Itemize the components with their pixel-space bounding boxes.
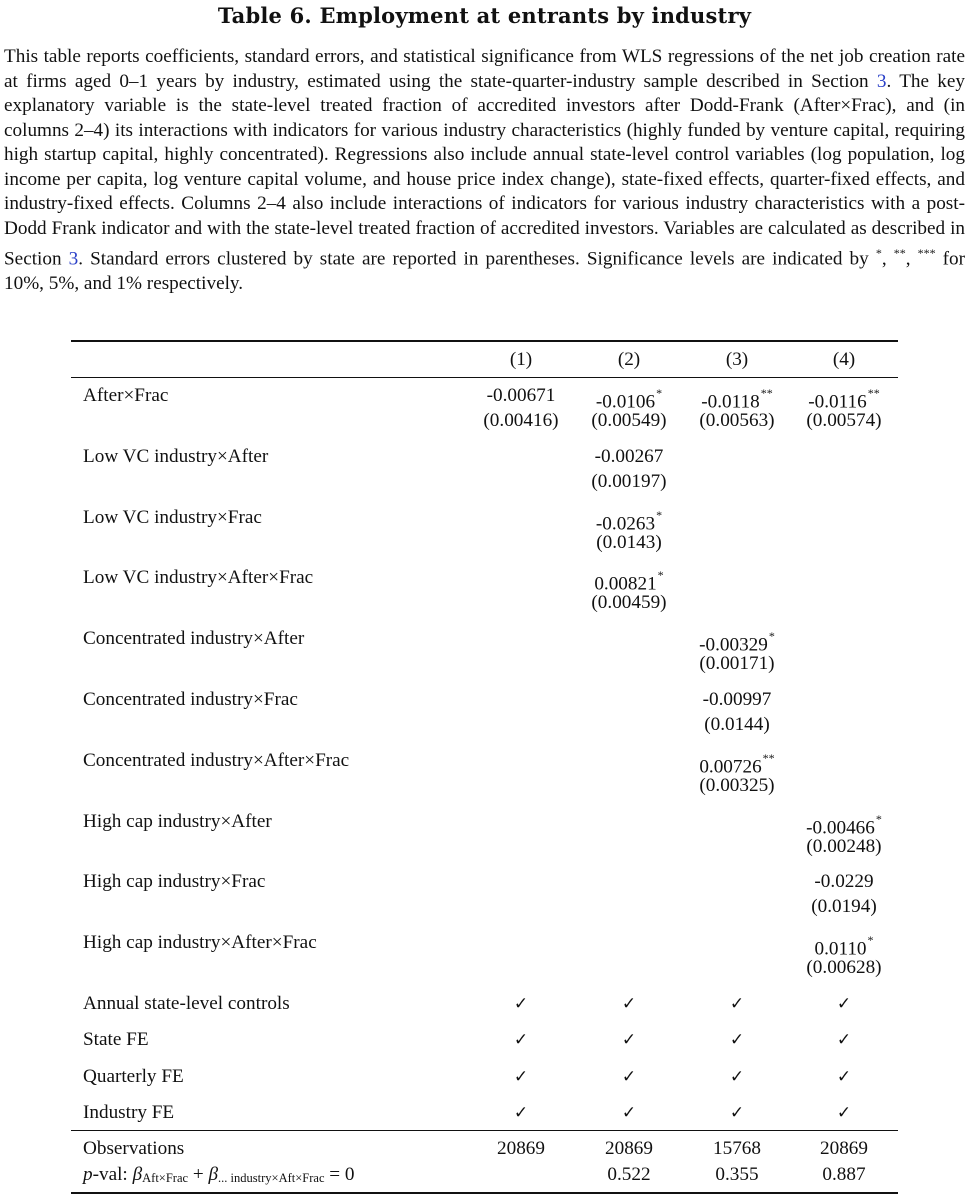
- coef-cell: [789, 931, 899, 960]
- header-rule: [71, 377, 898, 378]
- control-label: Quarterly FE: [83, 1066, 184, 1087]
- checkmark-icon: ✓: [729, 1103, 745, 1123]
- row-label: Low VC industry×After: [83, 446, 269, 467]
- checkmark-icon: ✓: [836, 1103, 852, 1123]
- coef-value: -0.00466: [806, 817, 875, 839]
- coef-cell: [682, 688, 792, 712]
- section-link-1[interactable]: 3: [876, 70, 887, 92]
- significance-stars: **: [867, 386, 880, 400]
- caption-sep-2: ,: [905, 248, 918, 270]
- checkmark-icon: ✓: [513, 994, 529, 1014]
- row-label: High cap industry×After×Frac: [83, 932, 317, 953]
- std-error-cell: (0.00574): [806, 410, 882, 431]
- caption-star-2: **: [893, 246, 906, 260]
- caption-star-3: ***: [917, 246, 936, 260]
- pval-value-3: 0.355: [715, 1164, 759, 1185]
- control-label: State FE: [83, 1029, 149, 1050]
- coef-value: 0.00726: [699, 756, 762, 778]
- row-label: High cap industry×Frac: [83, 871, 266, 892]
- significance-stars: *: [875, 812, 882, 826]
- std-error-cell: (0.00459): [591, 592, 667, 613]
- coef-cell: [789, 870, 899, 894]
- bottom-rule: [71, 1192, 898, 1194]
- std-error-cell: (0.00628): [806, 957, 882, 978]
- row-label: Concentrated industry×After: [83, 628, 305, 649]
- coef-value: 0.00821: [594, 573, 657, 595]
- top-rule: [71, 340, 898, 342]
- checkmark-icon: ✓: [621, 1067, 637, 1087]
- checkmark-icon: ✓: [621, 1103, 637, 1123]
- checkmark-icon: ✓: [836, 1030, 852, 1050]
- significance-stars: **: [762, 751, 775, 765]
- std-error-cell: (0.0194): [811, 896, 877, 917]
- pval-text: -val:: [92, 1164, 133, 1185]
- coef-cell: [574, 506, 684, 535]
- table-caption: [4, 45, 965, 296]
- pval-p: p: [83, 1164, 93, 1185]
- coef-cell: [682, 749, 792, 778]
- std-error-cell: (0.00563): [699, 410, 775, 431]
- observations-label: Observations: [83, 1138, 185, 1159]
- checkmark-icon: ✓: [513, 1067, 529, 1087]
- std-error-cell: (0.00416): [483, 410, 559, 431]
- coef-value: -0.00329: [699, 634, 768, 656]
- std-error-cell: (0.0143): [596, 532, 662, 553]
- observations-value-3: 15768: [713, 1138, 761, 1159]
- checkmark-icon: ✓: [513, 1103, 529, 1123]
- checkmark-icon: ✓: [729, 1067, 745, 1087]
- checkmark-icon: ✓: [621, 1030, 637, 1050]
- footer-rule: [71, 1130, 898, 1131]
- pval-plus: +: [188, 1164, 209, 1185]
- column-header-2: (2): [617, 349, 641, 370]
- coef-value: -0.0106: [595, 391, 656, 413]
- caption-text-1: This table reports coefficients, standard errors, and statistical significance from WLS regressions of the net job creation rate at firms aged 0–1 years by industry, estimated using the state-quarter-industry sample described in Section: [4, 46, 965, 92]
- control-label: Industry FE: [83, 1102, 175, 1123]
- coef-cell: [682, 384, 792, 413]
- checkmark-icon: ✓: [836, 1067, 852, 1087]
- row-label: Low VC industry×After×Frac: [83, 567, 314, 588]
- coef-cell: [466, 384, 576, 408]
- checkmark-icon: ✓: [621, 994, 637, 1014]
- std-error-cell: (0.00248): [806, 836, 882, 857]
- caption-star-1: *: [875, 246, 882, 260]
- pval-sub-1: Aft×Frac: [142, 1171, 189, 1185]
- std-error-cell: (0.0144): [704, 714, 770, 735]
- row-label: After×Frac: [83, 385, 169, 406]
- caption-text-4: for 10%, 5%, and 1% respectively.: [4, 248, 966, 294]
- coef-cell: [574, 384, 684, 413]
- checkmark-icon: ✓: [836, 994, 852, 1014]
- coef-value: -0.0263: [595, 513, 656, 535]
- coef-cell: [574, 445, 684, 469]
- significance-stars: *: [657, 568, 664, 582]
- significance-stars: *: [656, 386, 663, 400]
- coef-value: -0.0118: [701, 391, 760, 413]
- std-error-cell: (0.00325): [699, 775, 775, 796]
- row-label: High cap industry×After: [83, 811, 272, 832]
- column-header-3: (3): [725, 349, 749, 370]
- significance-stars: **: [760, 386, 773, 400]
- column-header-4: (4): [832, 349, 856, 370]
- coef-cell: [789, 810, 899, 839]
- row-label: Concentrated industry×After×Frac: [83, 750, 350, 771]
- observations-value-4: 20869: [820, 1138, 868, 1159]
- checkmark-icon: ✓: [729, 1030, 745, 1050]
- observations-value-2: 20869: [605, 1138, 653, 1159]
- coef-value: -0.00267: [594, 446, 664, 467]
- observations-value-1: 20869: [497, 1138, 545, 1159]
- row-label: Concentrated industry×Frac: [83, 689, 298, 710]
- pval-value-4: 0.887: [822, 1164, 866, 1185]
- coef-value: -0.00671: [486, 385, 556, 406]
- coef-value: -0.00997: [702, 689, 772, 710]
- coef-cell: [574, 566, 684, 595]
- checkmark-icon: ✓: [513, 1030, 529, 1050]
- coef-value: -0.0229: [814, 871, 874, 892]
- significance-stars: *: [656, 508, 663, 522]
- caption-sep-1: ,: [881, 248, 894, 270]
- pval-sub-2: ... industry×Aft×Frac: [218, 1171, 325, 1185]
- caption-text-2: . The key explanatory variable is the state-level treated fraction of accredited investors after Dodd-Frank (After×Frac), and (in columns 2–4) its interactions with indicators for various industry characteristics (highly funded by venture capital, requiring high startup capital, highly concentrated). Regressions also include annual state-level control variables (log population, log income per capita, log venture capital volume, and house price index change), state-fixed effects, quarter-fixed effects, and industry-fixed effects. Columns 2–4 also include interactions of indicators for various industry characteristics with a post-Dodd Frank indicator and with the state-level treated fraction of accredited investors. Variables are calculated as described in Section: [4, 70, 965, 270]
- section-link-2[interactable]: 3: [68, 248, 79, 270]
- control-label: Annual state-level controls: [83, 993, 290, 1014]
- caption-text-3: . Standard errors clustered by state are reported in parentheses. Significance levels are indicated by: [78, 248, 876, 270]
- checkmark-icon: ✓: [729, 994, 745, 1014]
- coef-value: -0.0116: [808, 391, 867, 413]
- std-error-cell: (0.00197): [591, 471, 667, 492]
- table-title: Table 6. Employment at entrants by industry: [217, 3, 752, 28]
- pval-value-1: [466, 1163, 576, 1187]
- pval-value-2: 0.522: [607, 1164, 651, 1185]
- significance-stars: *: [867, 933, 874, 947]
- coef-cell: [682, 627, 792, 656]
- pval-label: [83, 1163, 355, 1187]
- coef-cell: [789, 384, 899, 413]
- column-header-1: (1): [509, 349, 533, 370]
- significance-stars: *: [768, 629, 775, 643]
- std-error-cell: (0.00549): [591, 410, 667, 431]
- pval-eq: = 0: [324, 1164, 355, 1185]
- row-label: Low VC industry×Frac: [83, 507, 262, 528]
- pval-beta-1: β: [132, 1164, 143, 1185]
- std-error-cell: (0.00171): [699, 653, 775, 674]
- pval-beta-2: β: [208, 1164, 219, 1185]
- coef-value: 0.0110: [814, 938, 867, 960]
